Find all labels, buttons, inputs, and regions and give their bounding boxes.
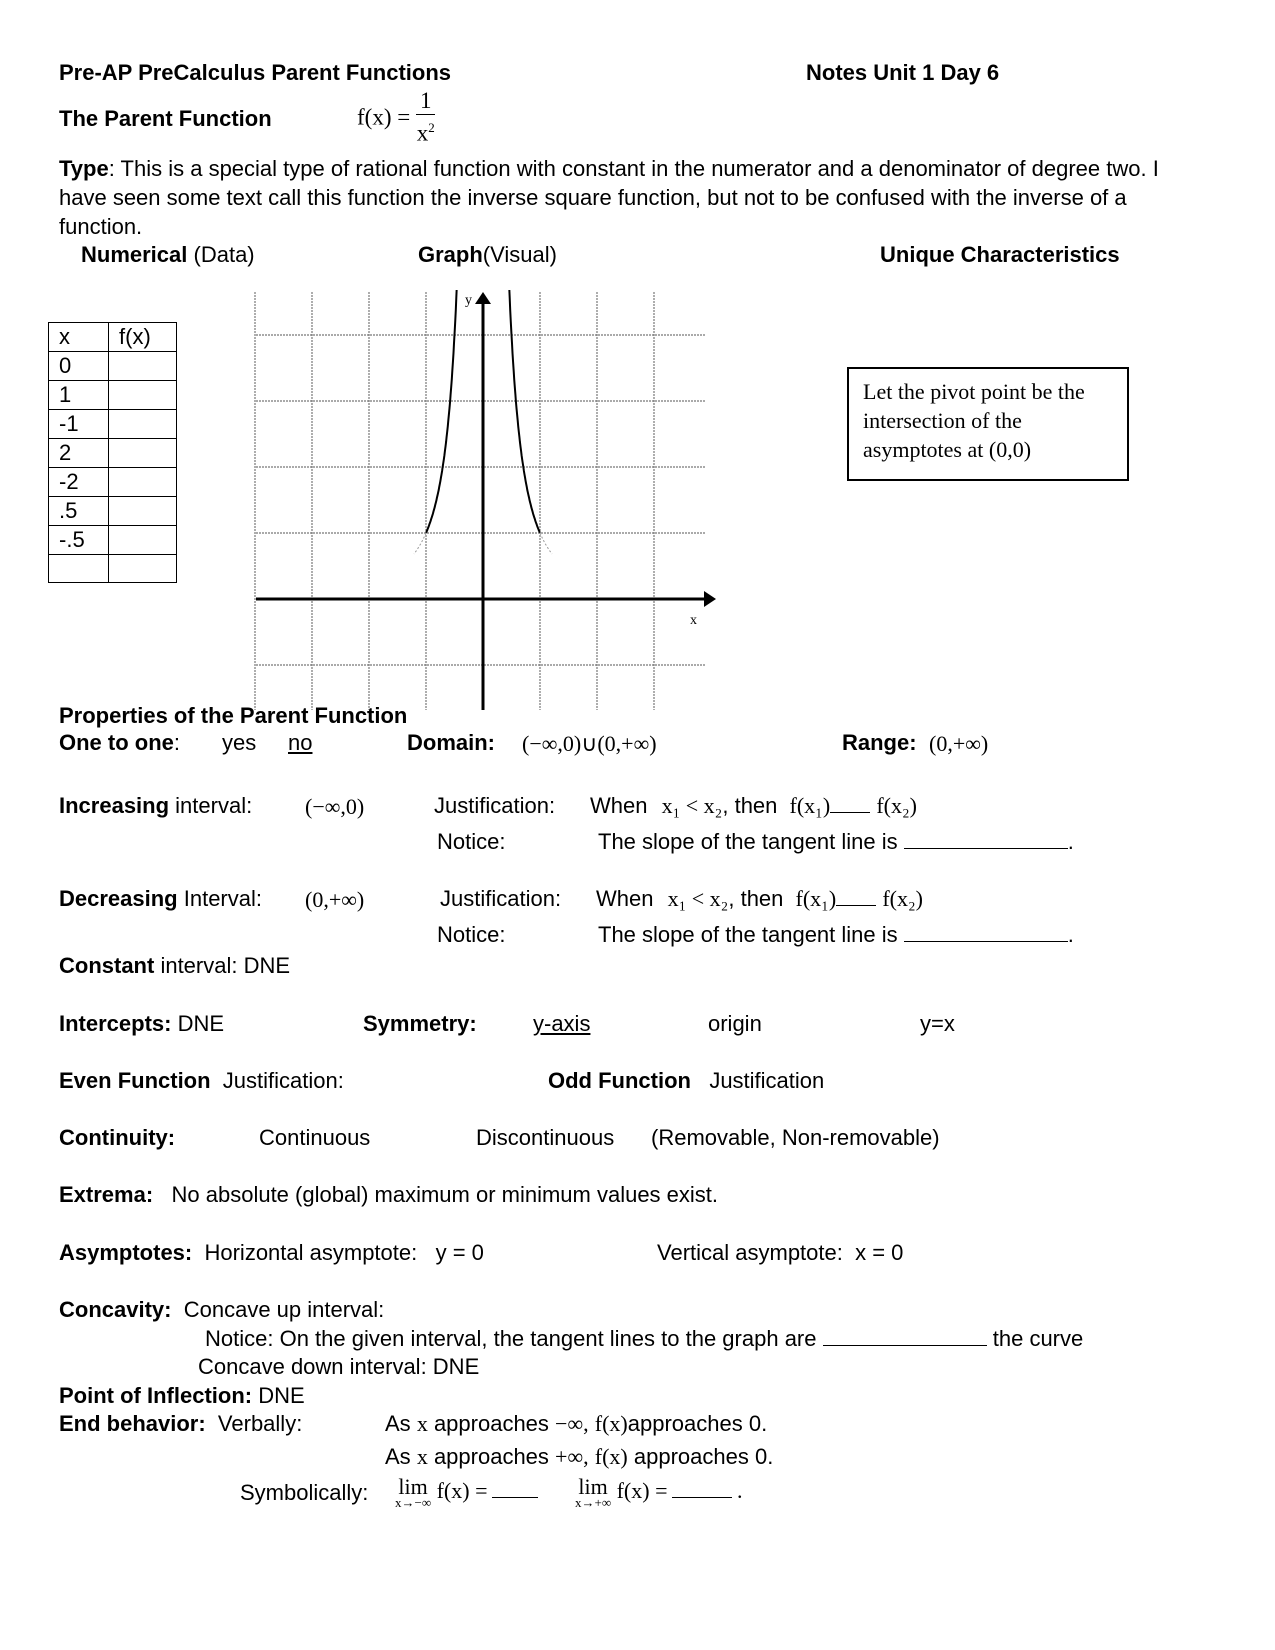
intercepts — [59, 1011, 224, 1037]
parent-function-formula — [357, 88, 435, 147]
extrema-text: No absolute (global) maximum or minimum values exist. — [171, 1182, 719, 1207]
slope-text: The slope of the tangent line is — [598, 922, 898, 947]
table-row — [49, 497, 177, 526]
x-axis-arrow — [704, 591, 716, 607]
as-text: As — [385, 1411, 411, 1436]
approaches-zero: approaches 0. — [627, 1411, 768, 1436]
concave-up: Concave up interval: — [183, 1297, 385, 1322]
one-to-one-yes[interactable]: yes — [222, 730, 257, 755]
symmetry-y-axis[interactable]: y-axis — [533, 1011, 591, 1036]
symmetry-origin[interactable]: origin — [708, 1011, 762, 1036]
table-cell-x: -1 — [49, 410, 109, 439]
intercepts-label: Intercepts: — [59, 1011, 172, 1036]
x1-lt-x2: x₁ < x₂ — [661, 793, 723, 818]
unique-heading: Unique Characteristics — [880, 242, 1120, 267]
compare-blank[interactable] — [836, 887, 876, 906]
increasing-value: (−∞,0) — [305, 794, 365, 819]
continuity-label: Continuity: — [59, 1125, 176, 1150]
even-justification: Justification: — [222, 1068, 344, 1093]
graph-heading — [418, 242, 557, 268]
concavity-notice-text: Notice: On the given interval, the tangent lines to the graph are — [205, 1326, 817, 1351]
even-label: Even Function — [59, 1068, 211, 1093]
x1-lt-x2: x₁ < x₂ — [667, 886, 729, 911]
constant-rest: interval: DNE — [154, 953, 291, 978]
lim-fx: f(x) = — [616, 1478, 668, 1503]
decreasing-slope: The slope of the tangent line is . — [598, 922, 1074, 947]
table-cell-fx[interactable] — [109, 381, 177, 410]
asymptotes — [59, 1240, 484, 1266]
then-text: , then — [722, 793, 778, 818]
lim-word: lim — [578, 1474, 608, 1499]
fx1: f(x₁) — [789, 793, 831, 818]
table-row — [49, 526, 177, 555]
formula-fraction — [416, 88, 436, 147]
when-text: When — [596, 886, 654, 911]
pivot-note-box: Let the pivot point be the intersection of the asymptotes at (0,0) — [847, 367, 1129, 481]
table-cell-x: -2 — [49, 468, 109, 497]
fx2: f(x₂) — [876, 793, 917, 818]
tangent-blank[interactable] — [823, 1327, 987, 1346]
as-text: As — [385, 1444, 411, 1469]
symmetry-label: Symmetry: — [363, 1011, 477, 1036]
point-of-inflection — [59, 1383, 305, 1409]
lim-word: lim — [398, 1474, 428, 1499]
odd-justification: Justification — [709, 1068, 825, 1093]
decreasing-justification: Justification: — [440, 886, 562, 911]
decreasing-notice: Notice: — [437, 922, 506, 947]
end-behavior-positive — [385, 1444, 773, 1470]
approaches-text: approaches — [433, 1411, 549, 1436]
increasing-slope: The slope of the tangent line is . — [598, 829, 1074, 854]
value-table — [48, 322, 177, 583]
inflection-label: Point of Inflection: — [59, 1383, 253, 1408]
one-to-one-no[interactable]: no — [288, 730, 313, 755]
table-row — [49, 410, 177, 439]
table-row — [49, 381, 177, 410]
concave-down: Concave down interval: DNE — [198, 1354, 480, 1379]
type-text: : This is a special type of rational function with constant in the numerator and a denominator of degree two. I have seen some text call this function the inverse square function, but not to be confused with the inverse of a function. — [59, 156, 1159, 239]
lim-neg — [395, 1474, 432, 1510]
table-row — [49, 439, 177, 468]
removable-options[interactable]: (Removable, Non-removable) — [651, 1125, 940, 1150]
increasing-bold: Increasing — [59, 793, 170, 818]
range-label: Range: — [842, 730, 917, 755]
one-to-one-label: One to one — [59, 730, 174, 755]
lim-pos-subscript: x→+∞ — [575, 1495, 612, 1510]
type-paragraph — [59, 154, 1209, 241]
x-symbol: x — [416, 1411, 428, 1436]
range-value: (0,+∞) — [929, 731, 989, 756]
end-behavior — [59, 1411, 302, 1437]
increasing-justification: Justification: — [434, 793, 556, 818]
fx1: f(x₁) — [795, 886, 837, 911]
formula-denominator — [416, 115, 436, 147]
fx2: f(x₂) — [882, 886, 923, 911]
table-cell-fx[interactable] — [109, 410, 177, 439]
table-cell-fx[interactable] — [109, 439, 177, 468]
table-header-row — [49, 323, 177, 352]
graph-rest: (Visual) — [482, 242, 557, 267]
unit-label: Notes Unit 1 Day 6 — [806, 60, 1000, 85]
inflection-value: DNE — [252, 1383, 305, 1408]
table-cell-x: 1 — [49, 381, 109, 410]
end-behavior-negative — [385, 1411, 767, 1437]
table-row — [49, 555, 177, 583]
slope-blank[interactable] — [904, 923, 1068, 942]
decreasing-rest: Interval: — [177, 886, 262, 911]
limit-neg-blank[interactable] — [492, 1479, 538, 1498]
parent-function-label: The Parent Function — [59, 106, 272, 131]
even-function — [59, 1068, 344, 1094]
approaches-text: approaches — [433, 1444, 549, 1469]
lim-pos — [575, 1474, 612, 1510]
constant-bold: Constant — [59, 953, 155, 978]
table-cell-fx[interactable] — [109, 352, 177, 381]
properties-heading: Properties of the Parent Function — [59, 703, 408, 728]
then-text: , then — [728, 886, 784, 911]
curve-right-branch — [509, 290, 540, 533]
limit-pos-blank[interactable] — [672, 1479, 732, 1498]
function-graph — [250, 290, 720, 710]
table-header-x: x — [49, 323, 109, 352]
constant-interval — [59, 953, 290, 979]
concavity-notice — [205, 1326, 1083, 1352]
discontinuous-option[interactable]: Discontinuous — [476, 1125, 615, 1150]
denominator-exponent: 2 — [428, 120, 435, 135]
decreasing-when — [596, 886, 923, 912]
slope-text: The slope of the tangent line is — [598, 829, 898, 854]
table-cell-x: -.5 — [49, 526, 109, 555]
concavity-label: Concavity: — [59, 1297, 172, 1322]
table-header-fx[interactable]: f(x) — [109, 323, 177, 352]
concavity — [59, 1297, 384, 1323]
formula-lhs: f(x) = — [357, 104, 411, 130]
increasing-label — [59, 793, 252, 819]
pos-infinity: +∞, — [555, 1444, 589, 1469]
table-cell-x: .5 — [49, 497, 109, 526]
period: . — [737, 1478, 743, 1503]
asymptotes-label: Asymptotes: — [59, 1240, 193, 1265]
decreasing-label — [59, 886, 262, 912]
decreasing-bold: Decreasing — [59, 886, 178, 911]
domain-label: Domain: — [407, 730, 495, 755]
the-curve-text: the curve — [992, 1326, 1084, 1351]
curve-right-branch-extension — [540, 533, 552, 554]
table-cell-fx[interactable] — [109, 555, 177, 583]
numerical-bold: Numerical — [81, 242, 188, 267]
table-cell-x: 2 — [49, 439, 109, 468]
table-cell-x[interactable] — [49, 555, 109, 583]
formula-numerator: 1 — [416, 88, 436, 115]
table-cell-x: 0 — [49, 352, 109, 381]
horizontal-asymptote: Horizontal asymptote: y = 0 — [204, 1240, 484, 1265]
document-title: Pre-AP PreCalculus Parent Functions — [59, 60, 452, 85]
end-behavior-label: End behavior: — [59, 1411, 206, 1436]
fx-symbol: f(x) — [594, 1444, 628, 1469]
graph-bold: Graph — [418, 242, 483, 267]
curve-left-branch — [426, 290, 457, 533]
when-text: When — [590, 793, 648, 818]
x-axis-label: x — [690, 613, 697, 628]
graph-grid — [255, 292, 705, 710]
type-label: Type — [59, 156, 109, 181]
domain-value: (−∞,0)∪(0,+∞) — [522, 731, 657, 756]
y-axis-arrow — [475, 292, 491, 304]
one-to-one-row: One to one: — [59, 730, 181, 755]
increasing-rest: interval: — [169, 793, 253, 818]
compare-blank[interactable] — [830, 794, 870, 813]
fx-symbol: f(x) — [594, 1411, 628, 1436]
odd-function — [548, 1068, 824, 1094]
lim-neg-subscript: x→−∞ — [395, 1495, 432, 1510]
extrema-label: Extrema: — [59, 1182, 154, 1207]
curve-left-branch-extension — [414, 533, 426, 554]
numerical-rest: (Data) — [187, 242, 255, 267]
extrema — [59, 1182, 718, 1208]
increasing-when — [590, 793, 917, 819]
increasing-notice: Notice: — [437, 829, 506, 854]
verbally-label: Verbally: — [217, 1411, 303, 1436]
intercepts-value: DNE — [171, 1011, 225, 1036]
table-row — [49, 352, 177, 381]
numerical-heading — [81, 242, 255, 268]
symbolically-label: Symbolically: — [240, 1480, 369, 1505]
limit-positive — [575, 1474, 743, 1510]
decreasing-value: (0,+∞) — [305, 887, 365, 912]
table-row — [49, 468, 177, 497]
table-cell-fx[interactable] — [109, 468, 177, 497]
slope-blank[interactable] — [904, 830, 1068, 849]
continuous-option[interactable]: Continuous — [259, 1125, 371, 1150]
y-axis-label: y — [465, 293, 472, 308]
table-cell-fx[interactable] — [109, 526, 177, 555]
vertical-asymptote: Vertical asymptote: x = 0 — [657, 1240, 904, 1265]
neg-infinity: −∞, — [555, 1411, 589, 1436]
symmetry-y-equals-x[interactable]: y=x — [920, 1011, 955, 1036]
approaches-zero: approaches 0. — [633, 1444, 774, 1469]
limit-negative — [395, 1474, 538, 1510]
denominator-base: x — [416, 120, 429, 146]
lim-fx: f(x) = — [436, 1478, 488, 1503]
table-cell-fx[interactable] — [109, 497, 177, 526]
odd-label: Odd Function — [548, 1068, 691, 1093]
x-symbol: x — [416, 1444, 428, 1469]
